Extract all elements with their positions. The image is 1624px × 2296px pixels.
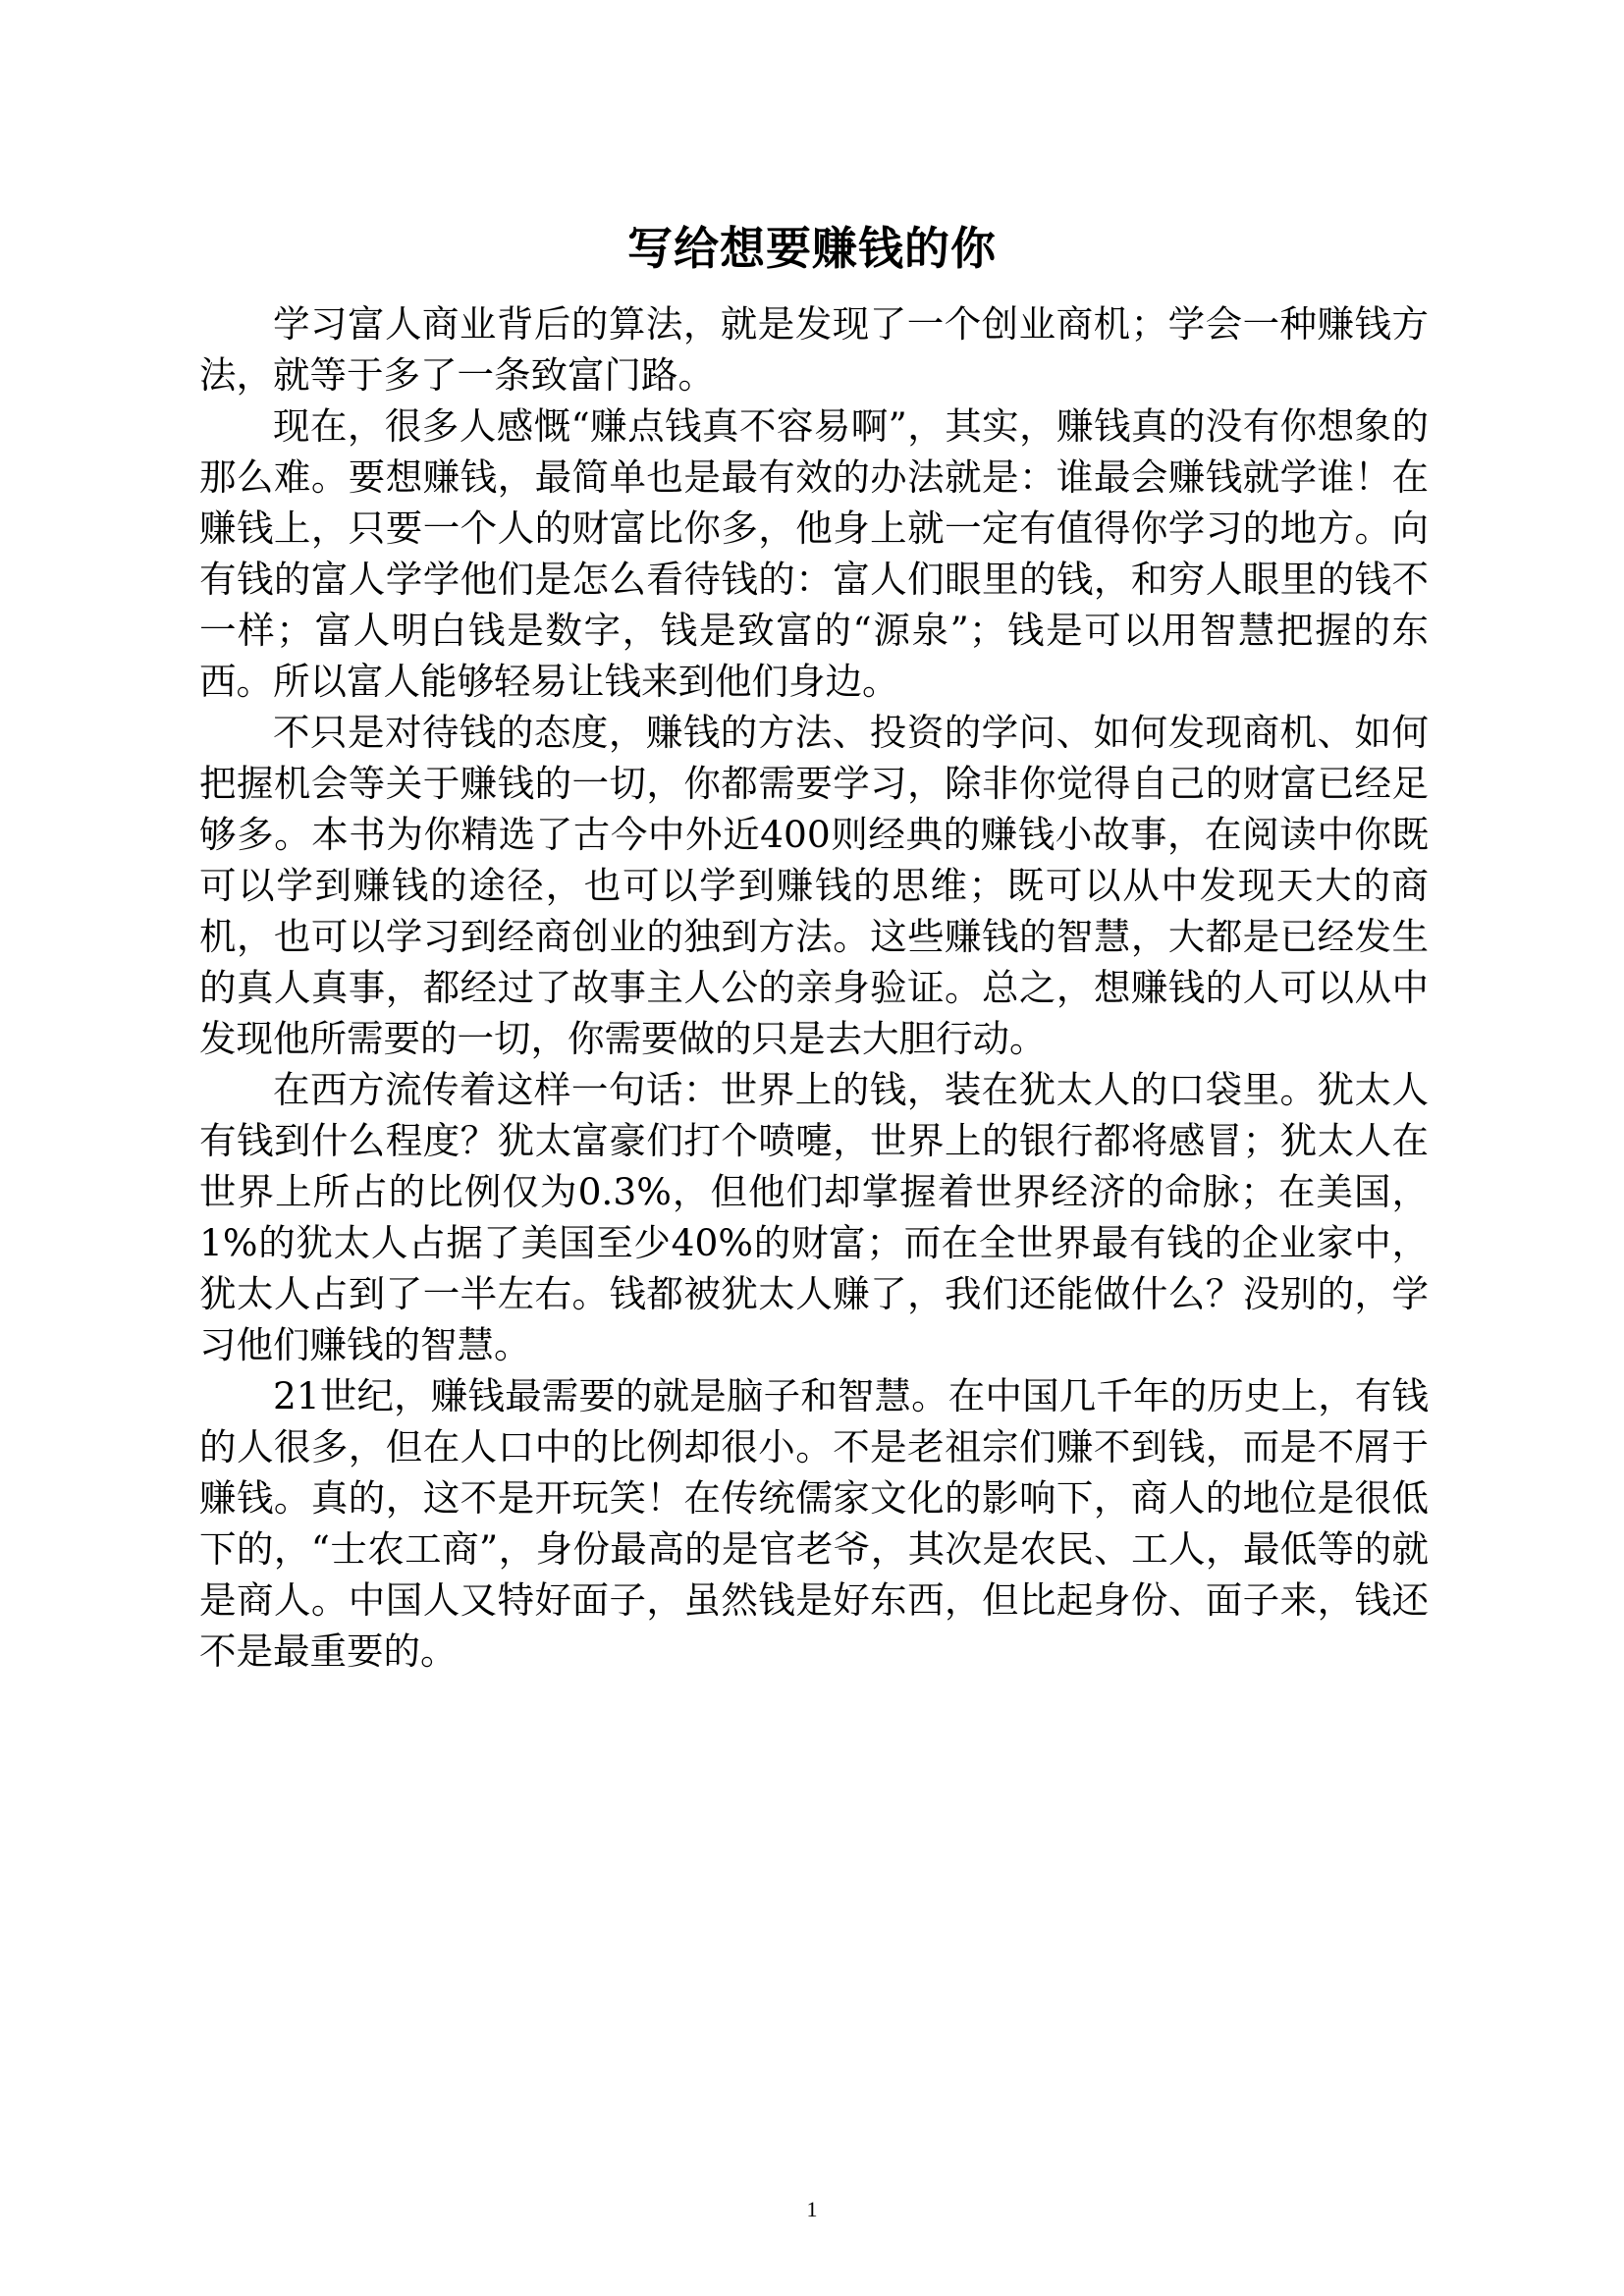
- paragraph: 21世纪，赚钱最需要的就是脑子和智慧。在中国几千年的历史上，有钱的人很多，但在人口中的比例却很小。不是老祖宗们赚不到钱，而是不屑于赚钱。真的，这不是开玩笑！在传统儒家文化的影响下，商人的地位是很低下的，“士农工商”，身份最高的是官老爷，其次是农民、工人，最低等的就是商人。中国人又特好面子，虽然钱是好东西，但比起身份、面子来，钱还不是最重要的。: [199, 1374, 1429, 1673]
- paragraph: 不只是对待钱的态度，赚钱的方法、投资的学问、如何发现商机、如何把握机会等关于赚钱的一切，你都需要学习，除非你觉得自己的财富已经足够多。本书为你精选了古今中外近400则经典的赚钱小故事，在阅读中你既可以学到赚钱的途径，也可以学到赚钱的思维；既可以从中发现天大的商机，也可以学习到经商创业的独到方法。这些赚钱的智慧，大都是已经发生的真人真事，都经过了故事主人公的亲身验证。总之，想赚钱的人可以从中发现他所需要的一切，你需要做的只是去大胆行动。: [199, 711, 1429, 1060]
- paragraph: 学习富人商业背后的算法，就是发现了一个创业商机；学会一种赚钱方法，就等于多了一条致富门路。: [199, 302, 1429, 397]
- page-title: 写给想要赚钱的你: [627, 222, 997, 275]
- paragraph: 在西方流传着这样一句话：世界上的钱，装在犹太人的口袋里。犹太人有钱到什么程度？犹太富豪们打个喷嚏，世界上的银行都将感冒；犹太人在世界上所占的比例仅为0.3%，但他们却掌握着世界经济的命脉；在美国，1%的犹太人占据了美国至少40%的财富；而在全世界最有钱的企业家中，犹太人占到了一半左右。钱都被犹太人赚了，我们还能做什么？没别的，学习他们赚钱的智慧。: [199, 1068, 1429, 1366]
- paragraph: 现在，很多人感慨“赚点钱真不容易啊”，其实，赚钱真的没有你想象的那么难。要想赚钱，最简单也是最有效的办法就是：谁最会赚钱就学谁！在赚钱上，只要一个人的财富比你多，他身上就一定有值得你学习的地方。向有钱的富人学学他们是怎么看待钱的：富人们眼里的钱，和穷人眼里的钱不一样；富人明白钱是数字，钱是致富的“源泉”；钱是可以用智慧把握的东西。所以富人能够轻易让钱来到他们身边。: [199, 404, 1429, 703]
- page-number: 1: [806, 2197, 818, 2221]
- document-body: [199, 298, 1429, 1677]
